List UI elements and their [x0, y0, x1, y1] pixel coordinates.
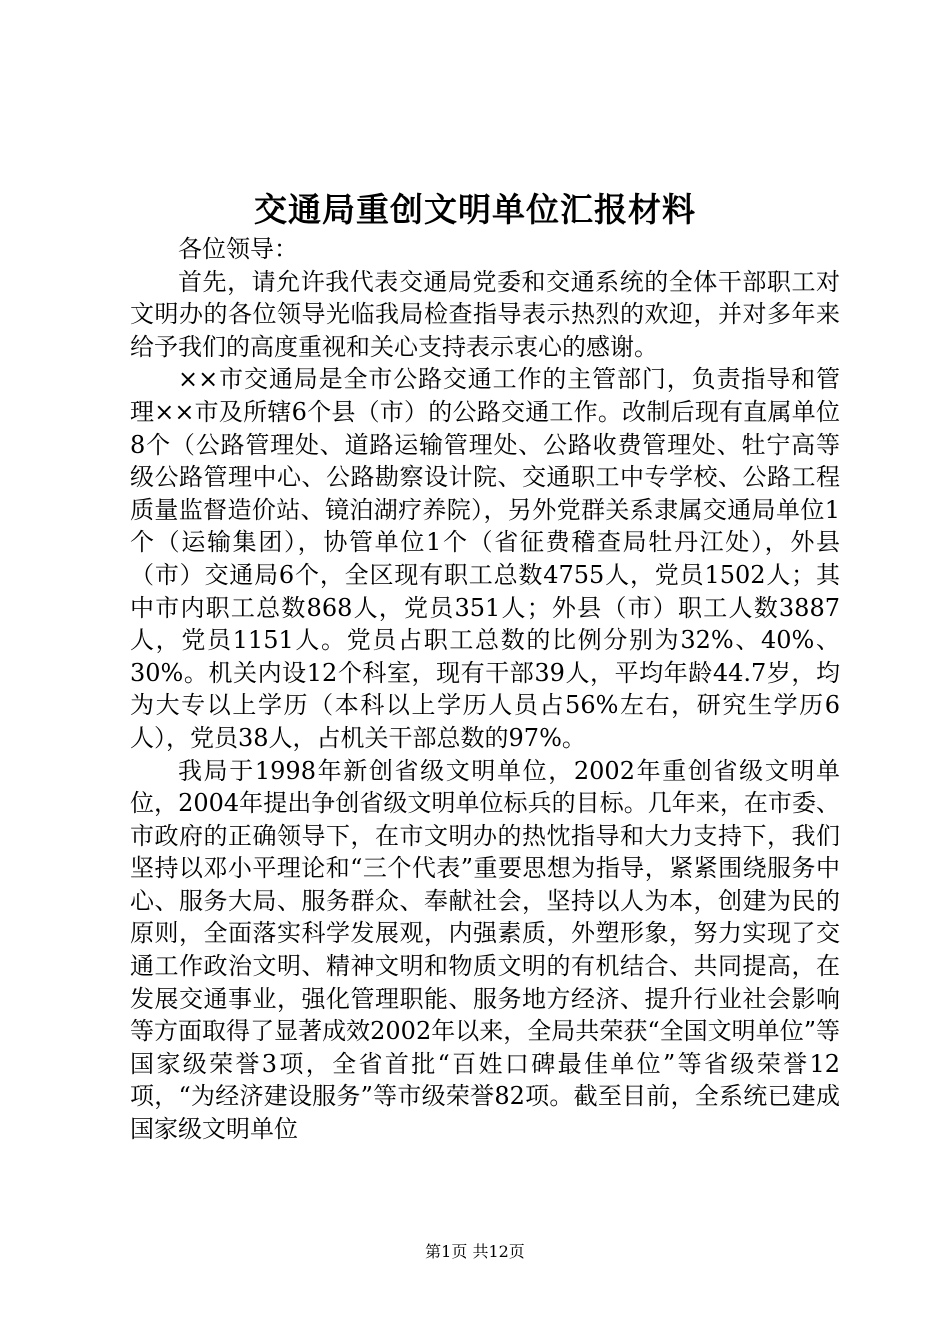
- document-body: [130, 233, 840, 1146]
- page-footer: 第1页 共12页: [425, 1242, 525, 1261]
- paragraph-intro: 首先，请允许我代表交通局党委和交通系统的全体干部职工对文明办的各位领导光临我局检查指导表示热烈的欢迎，并对多年来给予我们的高度重视和关心支持表示衷心的感谢。: [130, 267, 840, 361]
- paragraph-overview: ××市交通局是全市公路交通工作的主管部门，负责指导和管理××市及所辖6个县（市）的公路交通工作。改制后现有直属单位8个（公路管理处、道路运输管理处、公路收费管理处、牡宁高等级公路管理中心、公路勘察设计院、交通职工中专学校、公路工程质量监督造价站、镜泊湖疗养院），另外党群关系隶属交通局单位1个（运输集团），协管单位1个（省征费稽查局牡丹江处），外县（市）交通局6个，全区现有职工总数4755人，党员1502人；其中市内职工总数868人，党员351人；外县（市）职工人数3887人，党员1151人。党员占职工总数的比例分别为32%、40%、30%。机关内设12个科室，现有干部39人，平均年龄44.7岁，均为大专以上学历（本科以上学历人员占56%左右，研究生学历6人），党员38人，占机关干部总数的97%。: [130, 365, 840, 752]
- page-title: 交通局重创文明单位汇报材料: [254, 190, 696, 229]
- salutation: 各位领导：: [178, 235, 298, 263]
- paragraph-achievements: 我局于1998年新创省级文明单位，2002年重创省级文明单位，2004年提出争创省级文明单位标兵的目标。几年来，在市委、市政府的正确领导下，在市文明办的热忱指导和大力支持下，我们坚持以邓小平理论和“三个代表”重要思想为指导，紧紧围绕服务中心、服务大局、服务群众、奉献社会，坚持以人为本，创建为民的原则，全面落实科学发展观，内强素质，外塑形象，努力实现了交通工作政治文明、精神文明和物质文明的有机结合、共同提高，在发展交通事业，强化管理职能、服务地方经济、提升行业社会影响等方面取得了显著成效2002年以来，全局共荣获“全国文明单位”等国家级荣誉3项，全省首批“百姓口碑最佳单位”等省级荣誉12项，“为经济建设服务”等市级荣誉82项。截至目前，全系统已建成国家级文明单位: [130, 756, 840, 1144]
